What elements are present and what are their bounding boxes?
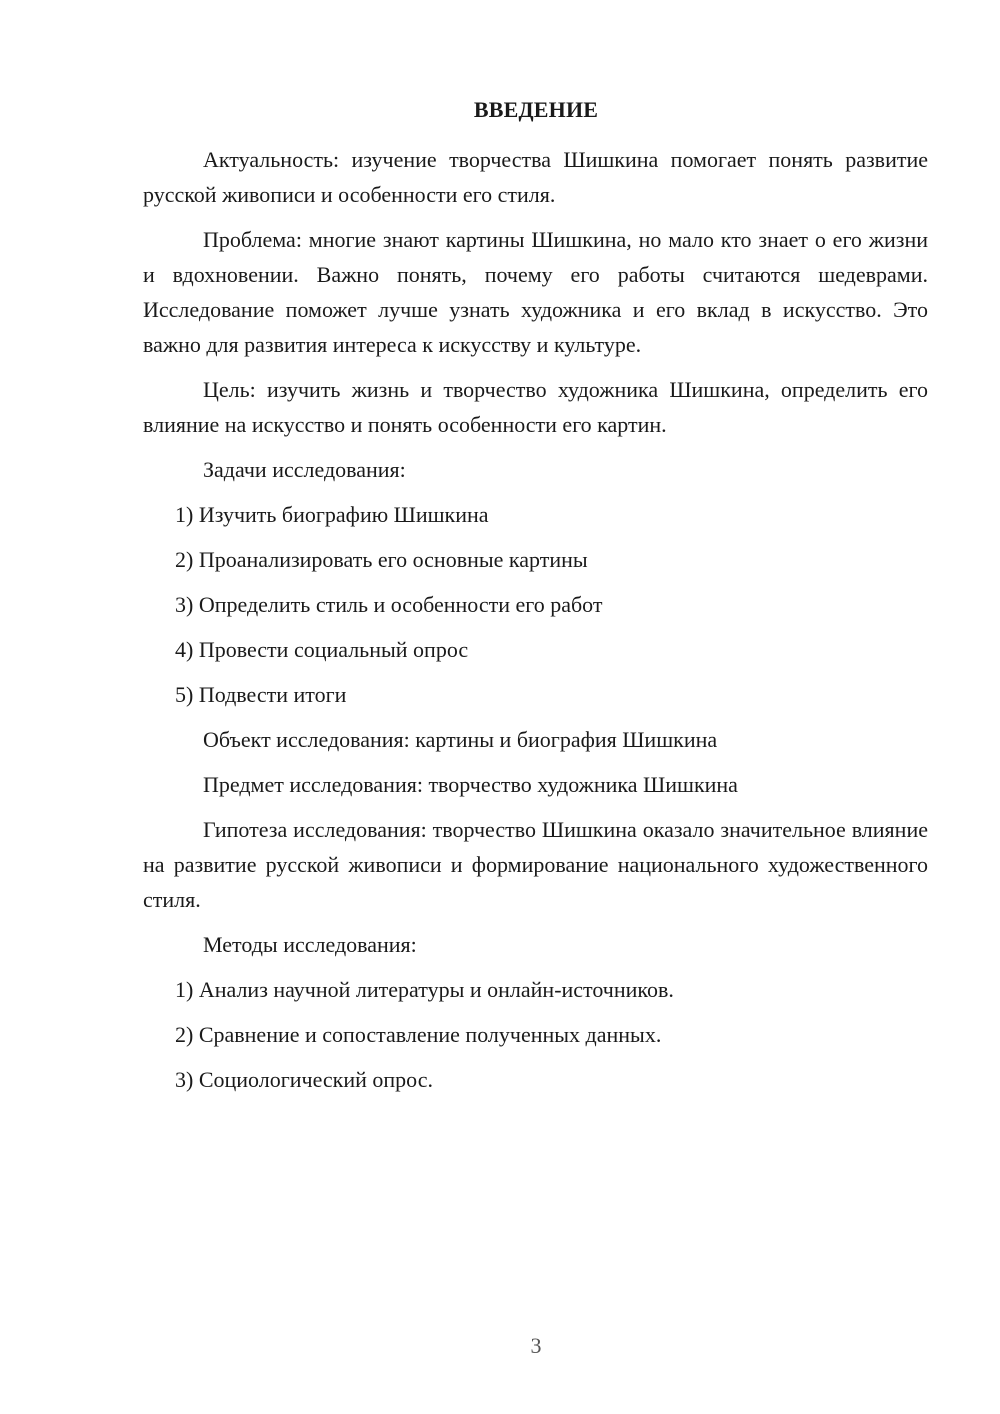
list-item: 5) Подвести итоги — [175, 682, 347, 707]
document-body — [143, 142, 928, 1107]
section-heading: ВВЕДЕНИЕ — [473, 97, 599, 122]
object-paragraph: Объект исследования: картины и биография Шишкина — [203, 727, 718, 752]
relevance-paragraph: Актуальность: изучение творчества Шишкина помогает понять развитие русской живописи и особенности его стиля. — [143, 147, 928, 207]
list-item: 1) Анализ научной литературы и онлайн-источников. — [175, 977, 674, 1002]
list-item: 3) Социологический опрос. — [175, 1067, 433, 1092]
tasks-list — [143, 497, 928, 712]
list-item: 4) Провести социальный опрос — [175, 637, 469, 662]
hypothesis-paragraph: Гипотеза исследования: творчество Шишкина оказало значительное влияние на развитие русской живописи и формирование национального художественного стиля. — [143, 817, 928, 912]
subject-paragraph: Предмет исследования: творчество художника Шишкина — [203, 772, 738, 797]
problem-paragraph: Проблема: многие знают картины Шишкина, но мало кто знает о его жизни и вдохновении. Важно понять, почему его работы считаются шедеврами. Исследование поможет лучше узнать художника и его вклад в искусство. Это важно для развития интереса к искусству и культуре. — [143, 227, 928, 357]
methods-title: Методы исследования: — [203, 932, 417, 957]
goal-paragraph: Цель: изучить жизнь и творчество художника Шишкина, определить его влияние на искусство и понять особенности его картин. — [143, 377, 928, 437]
methods-list — [143, 972, 928, 1097]
list-item: 3) Определить стиль и особенности его работ — [175, 592, 603, 617]
list-item: 2) Проанализировать его основные картины — [175, 547, 588, 572]
page-number: 3 — [530, 1333, 542, 1358]
list-item: 2) Сравнение и сопоставление полученных данных. — [175, 1022, 662, 1047]
list-item: 1) Изучить биографию Шишкина — [175, 502, 489, 527]
tasks-title: Задачи исследования: — [203, 457, 406, 482]
